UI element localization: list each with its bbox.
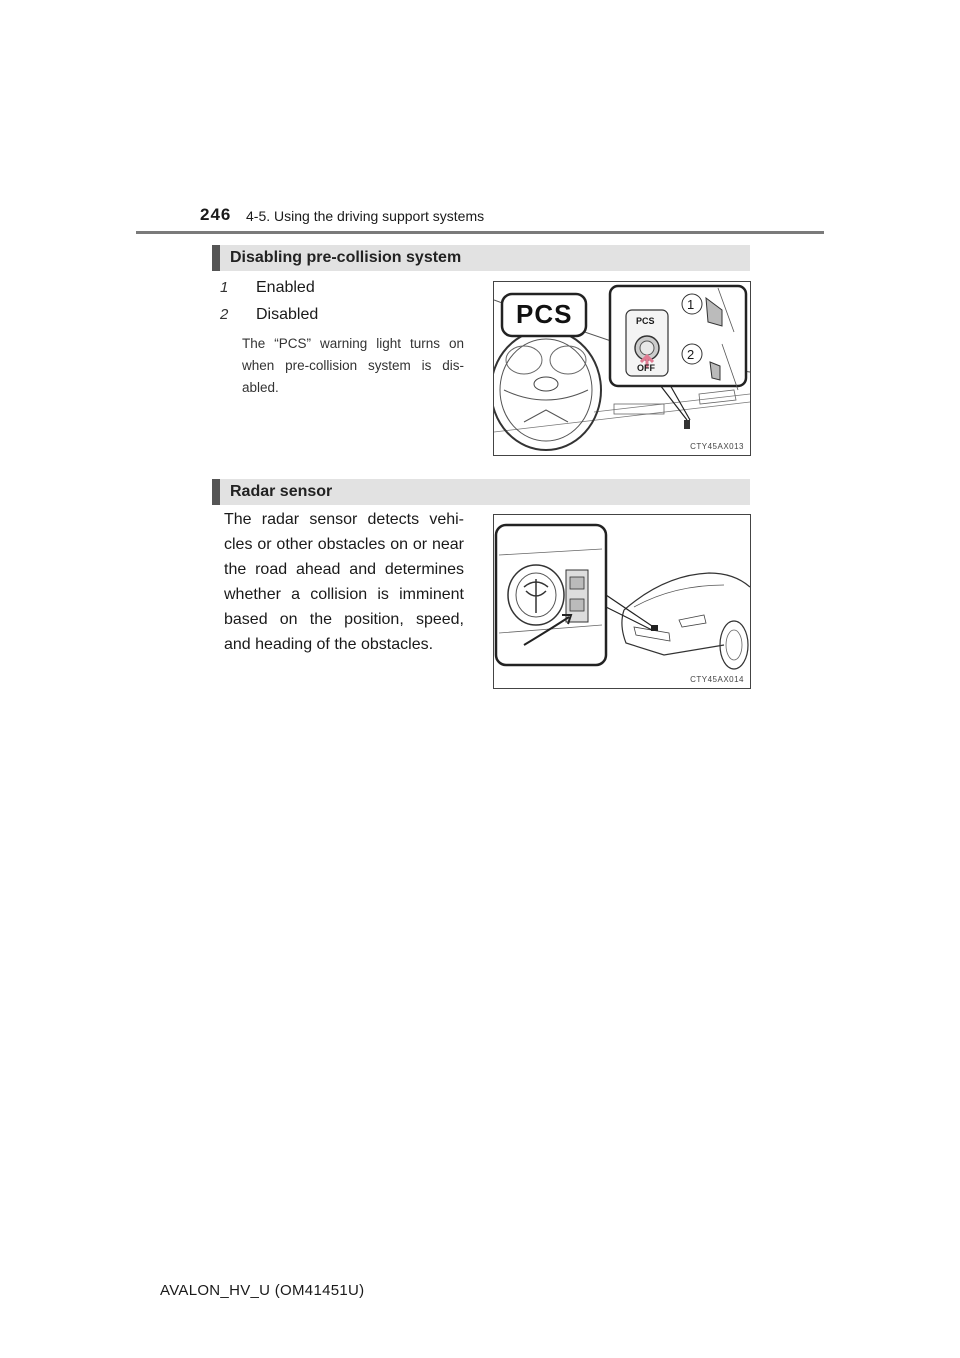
pcs-indicator-label: PCS [516,299,573,329]
step-label: Enabled [256,279,315,296]
section-heading-disabling-pcs [212,245,750,271]
step-number: 2 [220,306,229,323]
warning-note: The “PCS” warning light turns on when pre-collision system is dis-abled. [242,336,464,395]
step-disabled [220,306,319,324]
header-rule [136,231,824,234]
switch-bottom-label: OFF [637,363,655,373]
section-heading-radar-sensor [212,479,750,505]
step-label: Disabled [256,306,319,323]
step-number: 1 [220,279,229,296]
radar-illustration [494,515,750,688]
car-illustration [622,573,750,669]
switch-top-label: PCS [636,316,655,326]
callout-1: 1 [687,297,695,312]
figure-code: CTY45AX013 [690,442,744,451]
figure-radar-sensor [493,514,751,689]
figure-code: CTY45AX014 [690,675,744,684]
step-enabled [220,279,315,297]
figure-pcs-switch [493,281,751,456]
section-title: Radar sensor [230,483,333,500]
section-title: Disabling pre-collision system [230,249,462,266]
radar-description: The radar sensor detects vehi-cles or other obstacles on or near the road ahead and determines whether a collision is imminent based on the position, speed, and heading of the obstacles. [224,511,464,653]
callout-2: 2 [687,347,695,362]
footer-manual-code: AVALON_HV_U (OM41451U) [160,1282,365,1299]
steering-wheel [494,330,601,450]
page-number: 246 [200,205,232,224]
running-head: 4-5. Using the driving support systems [246,208,485,224]
